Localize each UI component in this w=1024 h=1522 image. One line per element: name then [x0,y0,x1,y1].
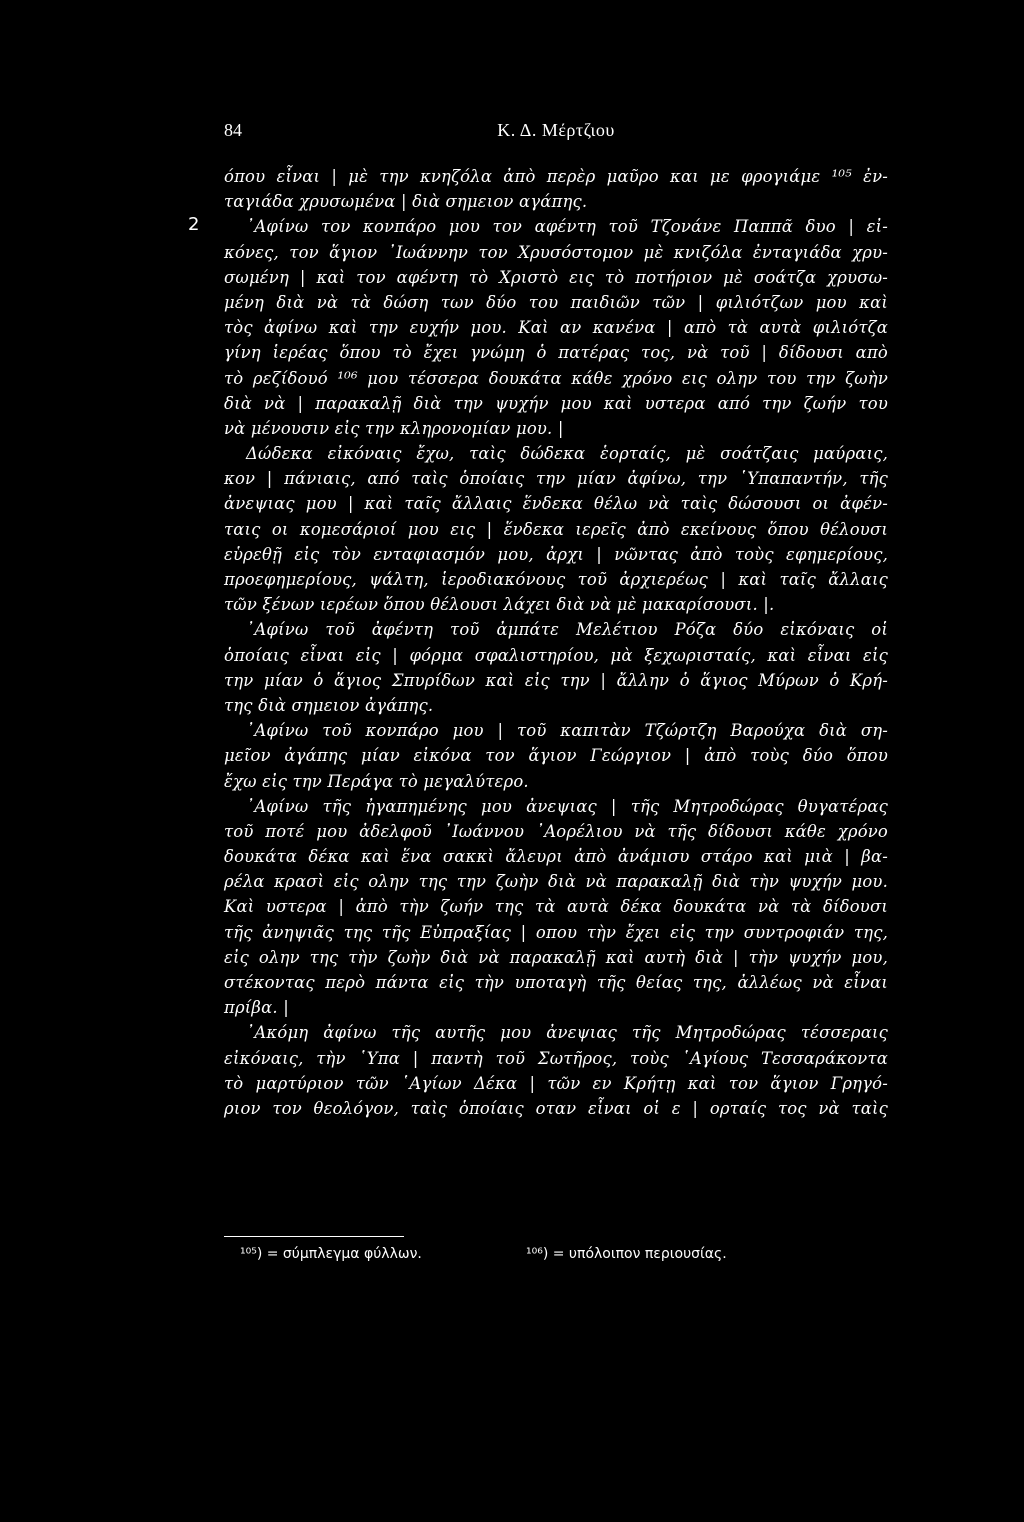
page-header [224,120,888,148]
text-line: ριον τον θεολόγον, ταὶς ὁποίαις οταν εἶναι οἱ ε | ορταίς τος νὰ ταὶς [224,1098,888,1118]
text-line: κόνες, τον ἅγιον ᾿Ιωάννην τον Χρυσόστομον μὲ κνιζόλα ἐνταγιάδα χρυ- [224,242,888,262]
footnote-105: ¹⁰⁵) = σύμπλεγμα φύλλων. [240,1246,422,1262]
text-line: ᾿Αφίνω τῆς ἠγαπημένης μου ἀνεψιας | τῆς Μητροδώρας θυγατέρας [246,796,888,816]
text-line: μεῖον ἀγάπης μίαν εἰκόνα τον ἅγιον Γεώργιον | ἀπὸ τοὺς δύο ὅπου [224,746,888,766]
text-line: εἰκόναις, τὴν ῾Υπα | παντὴ τοῦ Σωτῆρος, τοὺς ῾Αγίους Τεσσαράκοντα [224,1048,888,1068]
text-line: τὸ μαρτύριον τῶν ῾Αγίων Δέκα | τῶν εν Κρήτῃ καὶ τον ἅγιον Γρηγό- [224,1073,888,1093]
text-line: ᾿Αφίνω τον κονπάρο μου τον αφέντη τοῦ Τζονάνε Παππᾶ δυο | εἰ- [246,217,888,237]
text-line: τῆς ἀνηψιᾶς της τῆς Εὐπραξίας | οπου τὴν ἔχει εἰς την συντροφιάν της, [224,922,888,942]
text-line: τῶν ξένων ιερέων ὅπου θέλουσι λάχει διὰ νὰ μὲ μακαρίσουσι. |. [224,595,775,615]
text-line: ἀνεψιας μου | καὶ ταῖς ἄλλαις ἕνδεκα θέλω νὰ ταὶς δώσουσι οι ἀφέν- [224,494,888,514]
text-line: διὰ νὰ | παρακαλῇ διὰ την ψυχήν μου καὶ υστερα από την ζωήν του [224,393,888,413]
text-line: της διὰ σημειον ἀγάπης. [224,695,434,715]
text-line: ρέλα κρασὶ εἰς ολην της την ζωὴν διὰ νὰ παρακαλῇ διὰ τὴν ψυχήν μου. [224,872,888,892]
text-line: ᾿Αφίνω τοῦ ἀφέντη τοῦ ἀμπάτε Μελέτιου Ρόζα δύο εἰκόναις οἱ [246,620,888,640]
text-line: ᾿Αφίνω τοῦ κονπάρο μου | τοῦ καπιτὰν Τζώρτζη Βαρούχα διὰ ση- [246,721,888,741]
text-line: στέκοντας περὸ πάντα εἰς τὴν υποταγὴ τῆς θείας της, ἀλλέως νὰ εἶναι [224,973,888,992]
text-line: κον | πάνιαις, από ταὶς ὁποίαις την μίαν ἀφίνω, την ῾Υπαπαντήν, τῆς [224,469,888,489]
body-text [224,164,888,1121]
page-number: 84 [224,120,242,140]
text-line: Δώδεκα εἰκόναις ἔχω, ταὶς δώδεκα ἑορταίς, μὲ σοάτζαις μαύραις, [246,444,888,464]
text-line: ἔχω εἰς την Περάγα τὸ μεγαλύτερο. [224,771,529,791]
text-line: δουκάτα δέκα καὶ ἕνα σακκὶ ἄλευρι ἀπὸ ἀνάμισυ στάρο καὶ μιὰ | βα- [224,847,888,867]
text-line: Καὶ υστερα | ἀπὸ τὴν ζωήν της τὰ αυτὰ δέκα δουκάτα νὰ τὰ δίδουσι [224,897,888,917]
text-line: ταγιάδα χρυσωμένα | διὰ σημειον αγάπης. [224,192,588,212]
text-line: νὰ μένουσιν εἰς την κληρονομίαν μου. | [224,418,564,438]
text-line: τὸς ἀφίνω καὶ την ευχήν μου. Καὶ αν κανένα | απὸ τὰ αυτὰ φιλιότζα [224,318,888,338]
text-line: γίνη ἱερέας ὅπου τὸ ἔχει γνώμη ὁ πατέρας τος, νὰ τοῦ | δίδουσι απὸ [224,343,888,363]
running-head: Κ. Δ. Μέρτζιου [497,120,615,140]
text-line: σωμένη | καὶ τον αφέντη τὸ Χριστὸ εις τὸ ποτήριον μὲ σοάτζα χρυσω- [224,267,888,287]
footnote-rule [224,1236,404,1237]
text-line: ταις οι κομεσάριοί μου εις | ἕνδεκα ιερεῖς ἀπὸ εκείνους ὅπου θέλουσι [224,519,888,539]
text-line: εἰς ολην της τὴν ζωὴν διὰ νὰ παρακαλῇ καὶ αυτὴ διὰ | τὴν ψυχήν μου, [224,947,888,967]
text-line: προεφημερίους, ψάλτη, ἱεροδιακόνους τοῦ ἀρχιερέως | καὶ ταῖς ἄλλαις [224,570,888,589]
text-line: ᾿Ακόμη ἀφίνω τῆς αυτῆς μου ἀνεψιας τῆς Μητροδώρας τέσσεραις [246,1023,888,1043]
margin-mark: 2 [188,214,200,235]
text-line: εὑρεθῇ εἰς τὸν ενταφιασμόν μου, ἀρχι | νῶντας ἀπὸ τοὺς εφημερίους, [224,544,888,564]
text-line: όπου εἶναι | μὲ την κνηζόλα ἀπὸ περὲρ μαῦρο και με φρογιάμε ¹⁰⁵ ἐν- [224,167,888,186]
text-line: την μίαν ὁ ἅγιος Σπυρίδων καὶ εἰς την | ἄλλην ὁ ἅγιος Μύρων ὁ Κρή- [224,670,888,690]
text-line: τοῦ ποτέ μου ἀδελφοῦ ᾿Ιωάννου ᾿Αορέλιου νὰ τῆς δίδουσι κάθε χρόνο [224,821,888,841]
footnote-106: ¹⁰⁶) = υπόλοιπον περιουσίας. [526,1246,727,1262]
text-line: ὁποίαις εἶναι εἰς | φόρμα σφαλιστηρίου, μὰ ξεχωρισταίς, καὶ εἶναι εἰς [224,645,888,665]
text-line: μένη διὰ νὰ τὰ δώση των δύο του παιδιῶν τῶν | φιλιότζων μου καὶ [224,292,888,312]
text-line: τὸ ρεζίδουό ¹⁰⁶ μου τέσσερα δουκάτα κάθε χρόνο εις ολην του την ζωὴν [224,368,888,388]
text-line: πρίβα. | [224,998,289,1018]
